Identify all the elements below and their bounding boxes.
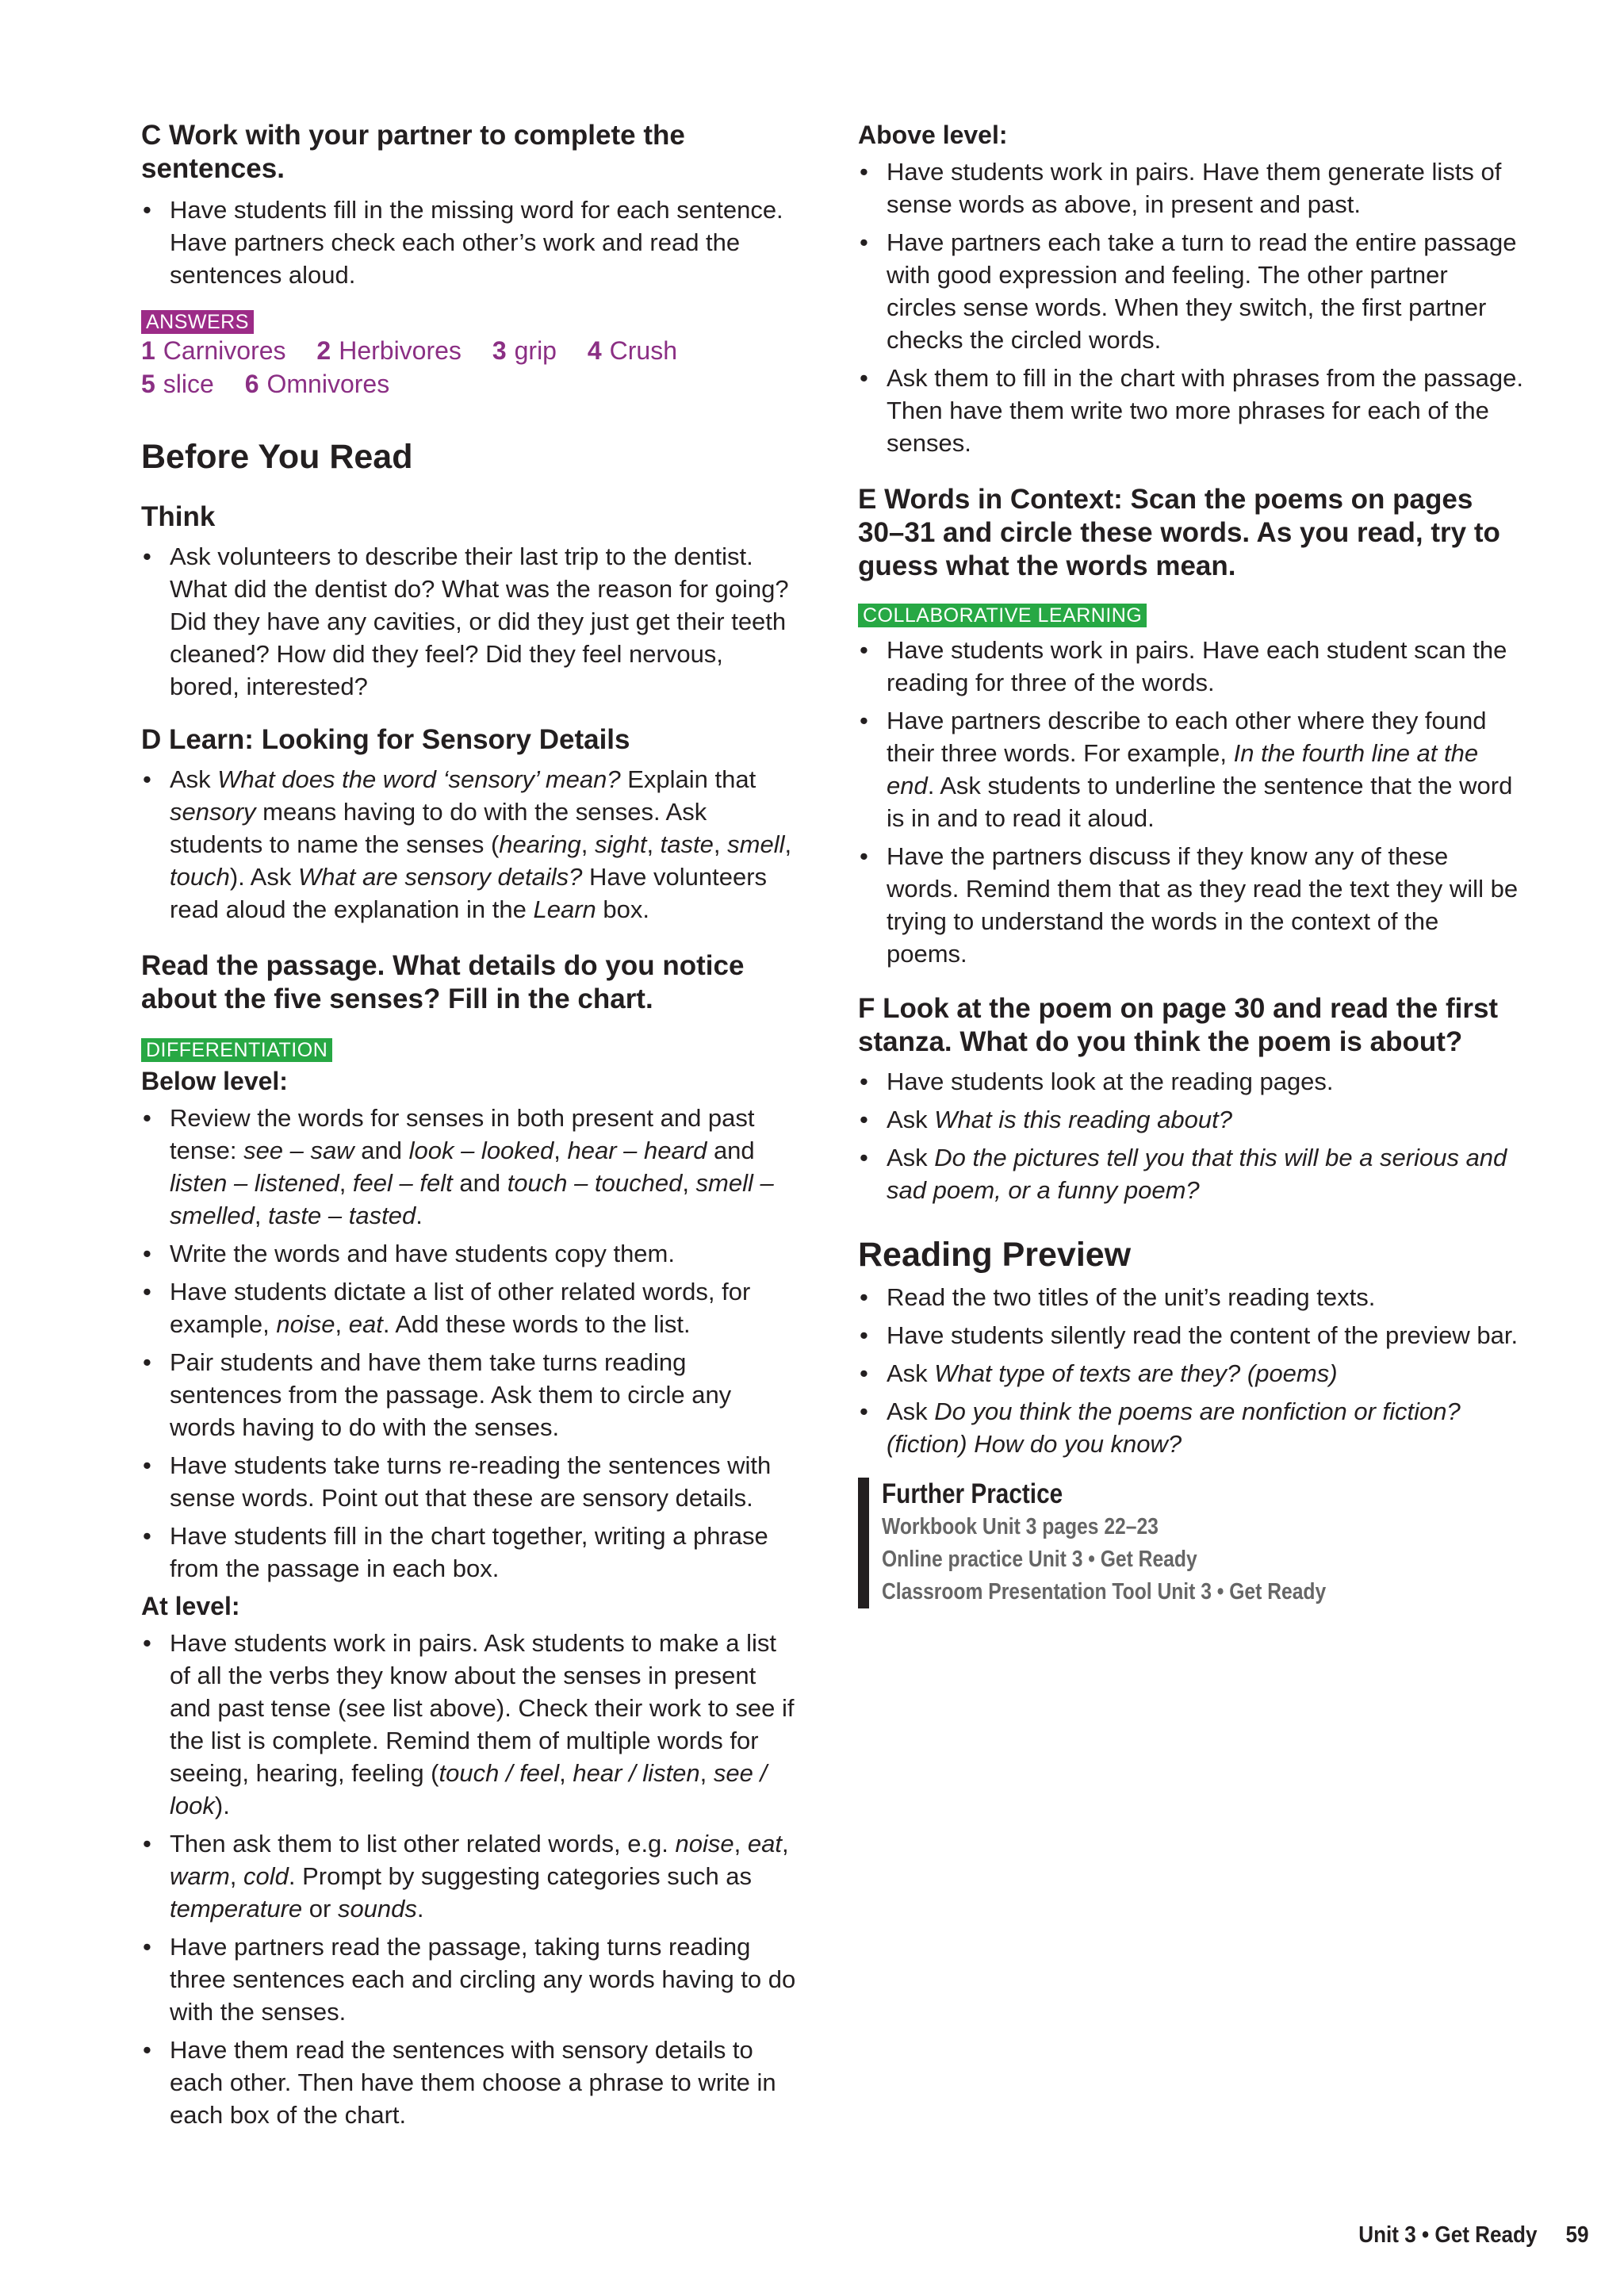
further-practice-box [858,1478,1524,1608]
answer-word: Herbivores [339,336,462,365]
list-item: • Have students fill in the chart together, writing a phrase from the passage in each box. [141,1520,799,1585]
list-item: • Have the partners discuss if they know any of these words. Remind them that as they read the text they will be trying to understand the words in the context of the poems. [858,840,1524,970]
right-column [858,119,1524,1608]
answer-number: 2 [316,336,331,365]
list-item: • Review the words for senses in both present and past tense: see – saw and look – looked, hear – heard and listen – listened, feel – felt and touch – touched, smell – smelled, taste – tasted. [141,1102,799,1232]
answer-word: slice [163,370,214,398]
list-item: • Have students fill in the missing word for each sentence. Have partners check each other’s work and read the sentences aloud. [141,194,799,291]
section-c-list [141,194,799,291]
list-item: • Ask What is this reading about? [858,1103,1524,1136]
list-item: • Ask What type of texts are they? (poems) [858,1357,1524,1390]
section-f [858,992,1524,1206]
section-f-heading: F Look at the poem on page 30 and read the first stanza. What do you think the poem is about? [858,993,1499,1057]
answers-row-1 [141,334,799,367]
differentiation-tag: DIFFERENTIATION [141,1038,332,1062]
before-you-read [141,437,799,703]
list-item: • Have students look at the reading pages. [858,1065,1524,1098]
before-you-read-heading: Before You Read [141,438,413,476]
list-item: • Have students work in pairs. Ask students to make a list of all the verbs they know about the senses in present and past tense (see list above). Check their work to see if the list is complete. Remind them of multiple words for seeing, hearing, feeling (touch / feel, hear / listen, see / look). [141,1627,799,1822]
further-practice-title: Further Practice [882,1478,1063,1509]
at-level-heading: At level: [141,1592,240,1620]
list-item: • Have students take turns re-reading the sentences with sense words. Point out that these are sensory details. [141,1449,799,1514]
above-level-heading: Above level: [858,121,1008,149]
footer-unit-label: Unit 3 • Get Ready [1358,2222,1538,2248]
answer-word: Omnivores [266,370,390,398]
page-number: 59 [1565,2222,1589,2248]
collaborative-learning-tag: COLLABORATIVE LEARNING [858,604,1147,627]
page-footer [1359,2221,1589,2249]
answers-row-2 [141,367,799,401]
left-column [141,119,799,2137]
list-item: • Write the words and have students copy them. [141,1237,799,1270]
list-item: • Have them read the sentences with sensory details to each other. Then have them choose a phrase to write in each box of the chart. [141,2034,799,2131]
list-item: • Have partners describe to each other where they found their three words. For example, In the fourth line at the end. Ask students to underline the sentence that the word is in and to read it aloud. [858,704,1524,834]
list-item: • Have students silently read the content of the preview bar. [858,1319,1524,1351]
section-d [141,723,799,926]
list-item: • Have partners read the passage, taking turns reading three sentences each and circling any words having to do with the senses. [141,1930,799,2028]
list-item: • Ask What does the word ‘sensory’ mean? Explain that sensory means having to do with the senses. Ask students to name the senses (hearing, sight, taste, smell, touch). Ask What are sensory details? Have volunteers read aloud the explanation in the Learn box. [141,763,799,926]
above-level [858,119,1524,459]
reading-preview [858,1235,1524,1460]
workbook-link: Workbook Unit 3 pages 22–23 [882,1514,1159,1539]
reading-preview-list [858,1281,1524,1460]
read-passage [141,949,799,2131]
list-item: • Ask them to fill in the chart with phrases from the passage. Then have them write two more phrases for each of the senses. [858,362,1524,459]
answer-number: 5 [141,370,155,398]
answer-number: 6 [244,370,259,398]
above-level-list [858,155,1524,459]
at-level-list [141,1627,799,2131]
section-e-list [858,634,1524,970]
section-d-heading: D Learn: Looking for Sensory Details [141,724,630,755]
online-practice-link: Online practice Unit 3 • Get Ready [882,1547,1197,1572]
section-c [141,119,799,401]
list-item: • Have students work in pairs. Have each student scan the reading for three of the words. [858,634,1524,699]
presentation-tool-link: Classroom Presentation Tool Unit 3 • Get Ready [882,1579,1327,1604]
reading-preview-heading: Reading Preview [858,1236,1132,1274]
read-passage-heading: Read the passage. What details do you notice about the five senses? Fill in the chart. [141,950,745,1014]
answer-number: 3 [492,336,507,365]
section-e [858,483,1524,970]
list-item: • Read the two titles of the unit’s reading texts. [858,1281,1524,1313]
think-heading: Think [141,501,216,532]
answers-tag: ANSWERS [141,310,254,334]
answer-word: Crush [609,336,678,365]
section-f-list [858,1065,1524,1206]
answer-word: Carnivores [163,336,286,365]
answer-number: 4 [587,336,602,365]
list-item: • Then ask them to list other related words, e.g. noise, eat, warm, cold. Prompt by suggesting categories such as temperature or sounds. [141,1827,799,1925]
list-item: • Pair students and have them take turns reading sentences from the passage. Ask them to circle any words having to do with the senses. [141,1346,799,1443]
below-level-heading: Below level: [141,1067,288,1095]
list-item: • Have students dictate a list of other related words, for example, noise, eat. Add these words to the list. [141,1275,799,1340]
section-e-heading: E Words in Context: Scan the poems on pages 30–31 and circle these words. As you read, try to guess what the words mean. [858,484,1500,581]
list-item: • Have partners each take a turn to read the entire passage with good expression and feeling. The other partner circles sense words. When they switch, the first partner checks the circled words. [858,226,1524,356]
list-item: • Ask volunteers to describe their last trip to the dentist. What did the dentist do? What was the reason for going? Did they have any cavities, or did they just get their teeth cleaned? How did they feel? Did they feel nervous, bored, interested? [141,540,799,703]
answer-word: grip [514,336,557,365]
list-item: • Ask Do you think the poems are nonfiction or fiction? (fiction) How do you know? [858,1395,1524,1460]
answer-number: 1 [141,336,155,365]
list-item: • Have students work in pairs. Have them generate lists of sense words as above, in present and past. [858,155,1524,220]
below-level-list [141,1102,799,1585]
section-c-heading: C Work with your partner to complete the sentences. [141,120,685,184]
section-d-list [141,763,799,926]
think-list [141,540,799,703]
list-item: • Ask Do the pictures tell you that this will be a serious and sad poem, or a funny poem? [858,1141,1524,1206]
